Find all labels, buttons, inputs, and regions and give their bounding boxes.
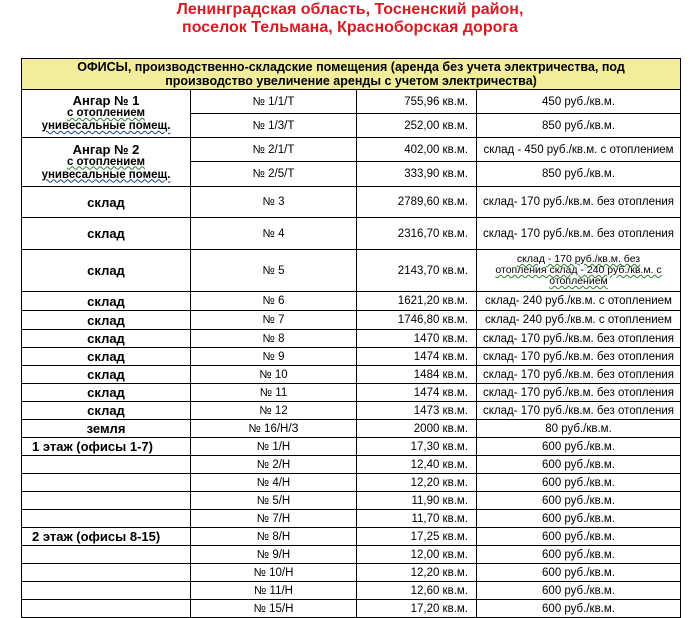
room-price: 600 руб./кв.м. [477, 456, 681, 474]
room-area: 402,00 кв.м. [357, 138, 477, 162]
room-area: 12,00 кв.м. [357, 546, 477, 564]
room-number: № 16/Н/З [191, 420, 357, 438]
room-price: склад- 170 руб./кв.м. без отопления [477, 384, 681, 402]
table-row [22, 138, 681, 162]
room-price: склад- 170 руб./кв.м. без отопления [477, 402, 681, 420]
room-price: 850 руб./кв.м. [477, 162, 681, 187]
room-area: 1474 кв.м. [357, 384, 477, 402]
room-number: № 1/1/Т [191, 90, 357, 114]
table-row [22, 250, 681, 292]
room-area: 333,90 кв.м. [357, 162, 477, 187]
table-row [22, 546, 681, 564]
room-area: 12,40 кв.м. [357, 456, 477, 474]
room-number: № 10/Н [191, 564, 357, 582]
room-number: № 5 [191, 250, 357, 292]
room-area: 1621,20 кв.м. [357, 292, 477, 311]
room-number: № 9 [191, 348, 357, 366]
title-line-2: поселок Тельмана, Красноборская дорога [182, 19, 518, 36]
room-area: 2789,60 кв.м. [357, 187, 477, 218]
room-price: склад - 170 руб./кв.м. без отопления склад - 240 руб./кв.м. с отоплением [477, 250, 681, 292]
table-row [22, 582, 681, 600]
room-area: 252,00 кв.м. [357, 114, 477, 138]
table-row [22, 528, 681, 546]
room-number: № 12 [191, 402, 357, 420]
room-type: склад [22, 187, 191, 218]
room-price: 600 руб./кв.м. [477, 582, 681, 600]
room-area: 17,30 кв.м. [357, 438, 477, 456]
room-price: 850 руб./кв.м. [477, 114, 681, 138]
room-price: склад - 450 руб./кв.м. с отоплением [477, 138, 681, 162]
room-area: 12,20 кв.м. [357, 474, 477, 492]
room-area: 11,90 кв.м. [357, 492, 477, 510]
room-price: склад- 170 руб./кв.м. без отопления [477, 218, 681, 250]
room-number: № 11/Н [191, 582, 357, 600]
room-type: склад [22, 402, 191, 420]
document-title [0, 0, 700, 58]
room-type: склад [22, 330, 191, 348]
title-line-1: Ленинградская область, Тосненский район, [176, 1, 524, 18]
hangar-1-label: Ангар № 1 с отоплением унивесальные помещ. [22, 90, 191, 138]
room-number: № 1/3/Т [191, 114, 357, 138]
room-number: № 2/Н [191, 456, 357, 474]
room-area: 17,20 кв.м. [357, 600, 477, 618]
room-price: склад- 170 руб./кв.м. без отопления [477, 348, 681, 366]
room-number: № 7/Н [191, 510, 357, 528]
empty-cell [22, 492, 191, 510]
room-area: 12,60 кв.м. [357, 582, 477, 600]
room-number: № 1/Н [191, 438, 357, 456]
room-number: № 8/Н [191, 528, 357, 546]
table-row [22, 292, 681, 311]
room-type: склад [22, 366, 191, 384]
room-price: склад- 240 руб./кв.м. с отоплением [477, 311, 681, 330]
room-area: 2000 кв.м. [357, 420, 477, 438]
table-row [22, 90, 681, 114]
room-price: 80 руб./кв.м. [477, 420, 681, 438]
room-number: № 2/5/Т [191, 162, 357, 187]
room-area: 17,25 кв.м. [357, 528, 477, 546]
table-row [22, 564, 681, 582]
room-price: 600 руб./кв.м. [477, 600, 681, 618]
room-price: 600 руб./кв.м. [477, 528, 681, 546]
table-row [22, 330, 681, 348]
floor-1-label: 1 этаж (офисы 1-7) [22, 438, 191, 456]
room-area: 1484 кв.м. [357, 366, 477, 384]
room-number: № 9/Н [191, 546, 357, 564]
table-row [22, 420, 681, 438]
floor-2-label: 2 этаж (офисы 8-15) [22, 528, 191, 546]
room-area: 11,70 кв.м. [357, 510, 477, 528]
room-area: 1746,80 кв.м. [357, 311, 477, 330]
table-header: ОФИСЫ, производственно-складские помещения (аренда без учета электричества, под производство увеличение аренды с учетом электричества) [22, 59, 681, 90]
room-price: склад- 170 руб./кв.м. без отопления [477, 366, 681, 384]
table-row [22, 366, 681, 384]
room-area: 1474 кв.м. [357, 348, 477, 366]
room-price: склад- 170 руб./кв.м. без отопления [477, 330, 681, 348]
empty-cell [22, 474, 191, 492]
empty-cell [22, 600, 191, 618]
room-type: склад [22, 384, 191, 402]
table-row [22, 187, 681, 218]
empty-cell [22, 510, 191, 528]
room-number: № 8 [191, 330, 357, 348]
room-price: склад- 170 руб./кв.м. без отопления [477, 187, 681, 218]
table-row [22, 474, 681, 492]
room-type: склад [22, 292, 191, 311]
room-area: 1470 кв.м. [357, 330, 477, 348]
table-row [22, 218, 681, 250]
empty-cell [22, 582, 191, 600]
room-type: земля [22, 420, 191, 438]
price-table [21, 58, 681, 618]
table-row [22, 348, 681, 366]
room-area: 2316,70 кв.м. [357, 218, 477, 250]
room-price: 600 руб./кв.м. [477, 564, 681, 582]
room-price: 450 руб./кв.м. [477, 90, 681, 114]
room-type: склад [22, 250, 191, 292]
room-area: 1473 кв.м. [357, 402, 477, 420]
room-price: 600 руб./кв.м. [477, 510, 681, 528]
empty-cell [22, 456, 191, 474]
room-number: № 15/Н [191, 600, 357, 618]
room-number: № 5/Н [191, 492, 357, 510]
table-row [22, 600, 681, 618]
table-row [22, 510, 681, 528]
table-row [22, 492, 681, 510]
room-area: 755,96 кв.м. [357, 90, 477, 114]
room-number: № 4/Н [191, 474, 357, 492]
room-price: 600 руб./кв.м. [477, 474, 681, 492]
room-number: № 4 [191, 218, 357, 250]
hangar-2-label: Ангар № 2 с отоплением унивесальные помещ. [22, 138, 191, 187]
empty-cell [22, 546, 191, 564]
table-row [22, 438, 681, 456]
room-number: № 7 [191, 311, 357, 330]
room-number: № 3 [191, 187, 357, 218]
room-number: № 10 [191, 366, 357, 384]
room-area: 12,20 кв.м. [357, 564, 477, 582]
room-number: № 2/1/Т [191, 138, 357, 162]
room-area: 2143,70 кв.м. [357, 250, 477, 292]
room-type: склад [22, 218, 191, 250]
room-type: склад [22, 348, 191, 366]
table-row [22, 311, 681, 330]
room-price: 600 руб./кв.м. [477, 546, 681, 564]
table-header-row [22, 59, 681, 90]
room-price: склад- 240 руб./кв.м. с отоплением [477, 292, 681, 311]
room-type: склад [22, 311, 191, 330]
empty-cell [22, 564, 191, 582]
room-number: № 6 [191, 292, 357, 311]
table-row [22, 402, 681, 420]
room-number: № 11 [191, 384, 357, 402]
table-row [22, 384, 681, 402]
room-price: 600 руб./кв.м. [477, 492, 681, 510]
room-price: 600 руб./кв.м. [477, 438, 681, 456]
table-row [22, 456, 681, 474]
